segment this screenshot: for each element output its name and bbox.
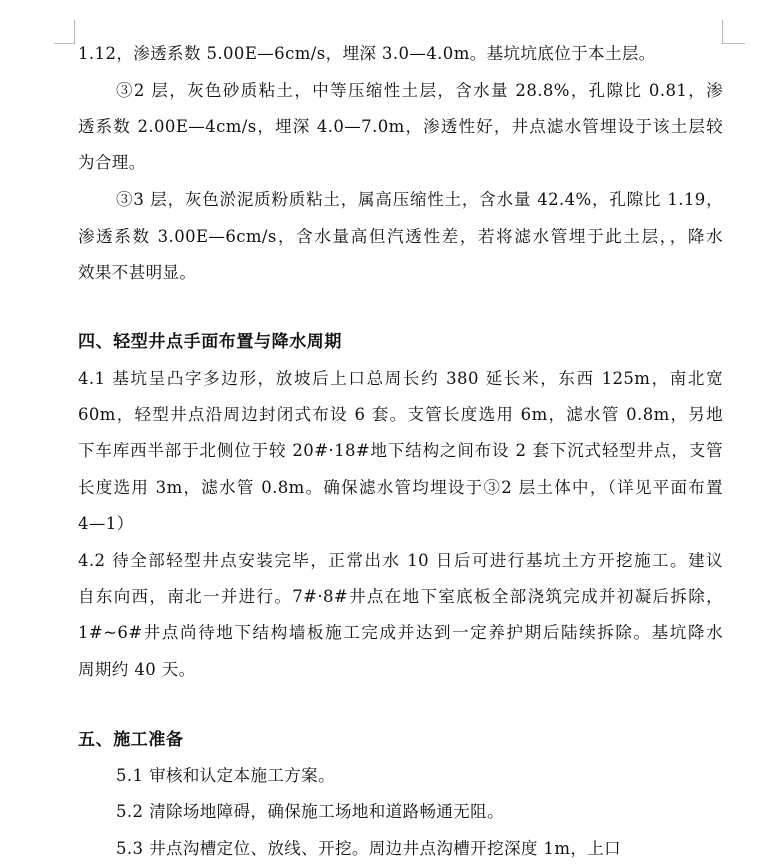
crop-mark-top-right bbox=[722, 20, 745, 44]
paragraph-line: 60m，轻型井点沿周边封闭式布设 6 套。支管长度选用 6m，滤水管 0.8m，另地 bbox=[78, 405, 723, 424]
paragraph-line: 1#~6#井点尚待地下结构墙板施工完成并达到一定养护期后陆续拆除。基坑降水 bbox=[78, 623, 723, 642]
paragraph-line: 透系数 2.00E—4cm/s，埋深 4.0—7.0m，渗透性好，井点滤水管埋设于该土层较 bbox=[78, 117, 723, 136]
list-item: 5.1 审核和认定本施工方案。 bbox=[116, 766, 335, 785]
paragraph-line: 下车库西半部于北侧位于较 20#·18#地下结构之间布设 2 套下沉式轻型井点，支管 bbox=[78, 441, 723, 460]
paragraph-line: 4.2 待全部轻型井点安装完毕，正常出水 10 日后可进行基坑土方开挖施工。建议 bbox=[78, 551, 723, 570]
paragraph-line: 效果不甚明显。 bbox=[78, 263, 197, 282]
list-item: 5.2 清除场地障碍，确保施工场地和道路畅通无阻。 bbox=[116, 802, 504, 821]
section-heading: 四、轻型井点手面布置与降水周期 bbox=[78, 332, 342, 352]
paragraph-line: 自东向西，南北一并进行。7#·8#井点在地下室底板全部浇筑完成并初凝后拆除， bbox=[78, 587, 723, 606]
list-item: 5.3 井点沟槽定位、放线、开挖。周边井点沟槽开挖深度 1m，上口 bbox=[116, 839, 622, 858]
paragraph-line: ③3 层，灰色淤泥质粉质粘土，属高压缩性土，含水量 42.4%，孔隙比 1.19， bbox=[116, 190, 723, 209]
paragraph-line: 渗透系数 3.00E—6cm/s，含水量高但汽透性差，若将滤水管埋于此土层，，降水 bbox=[78, 227, 723, 246]
paragraph-line: 长度选用 3m，滤水管 0.8m。确保滤水管均埋设于③2 层土体中，（详见平面布置 bbox=[78, 478, 723, 497]
crop-mark-top-left bbox=[54, 20, 75, 44]
paragraph-line: 为合理。 bbox=[78, 153, 146, 172]
paragraph-line: 4—1） bbox=[78, 514, 134, 533]
paragraph-line: ③2 层，灰色砂质粘土，中等压缩性土层，含水量 28.8%，孔隙比 0.81，渗 bbox=[116, 81, 723, 100]
paragraph-line: 4.1 基坑呈凸字多边形，放坡后上口总周长约 380 延长米，东西 125m，南北宽 bbox=[78, 369, 723, 388]
paragraph-line: 1.12，渗透系数 5.00E—6cm/s，埋深 3.0—4.0m。基坑坑底位于本土层。 bbox=[78, 44, 656, 63]
paragraph-line: 周期约 40 天。 bbox=[78, 660, 196, 679]
section-heading: 五、施工准备 bbox=[78, 730, 184, 750]
